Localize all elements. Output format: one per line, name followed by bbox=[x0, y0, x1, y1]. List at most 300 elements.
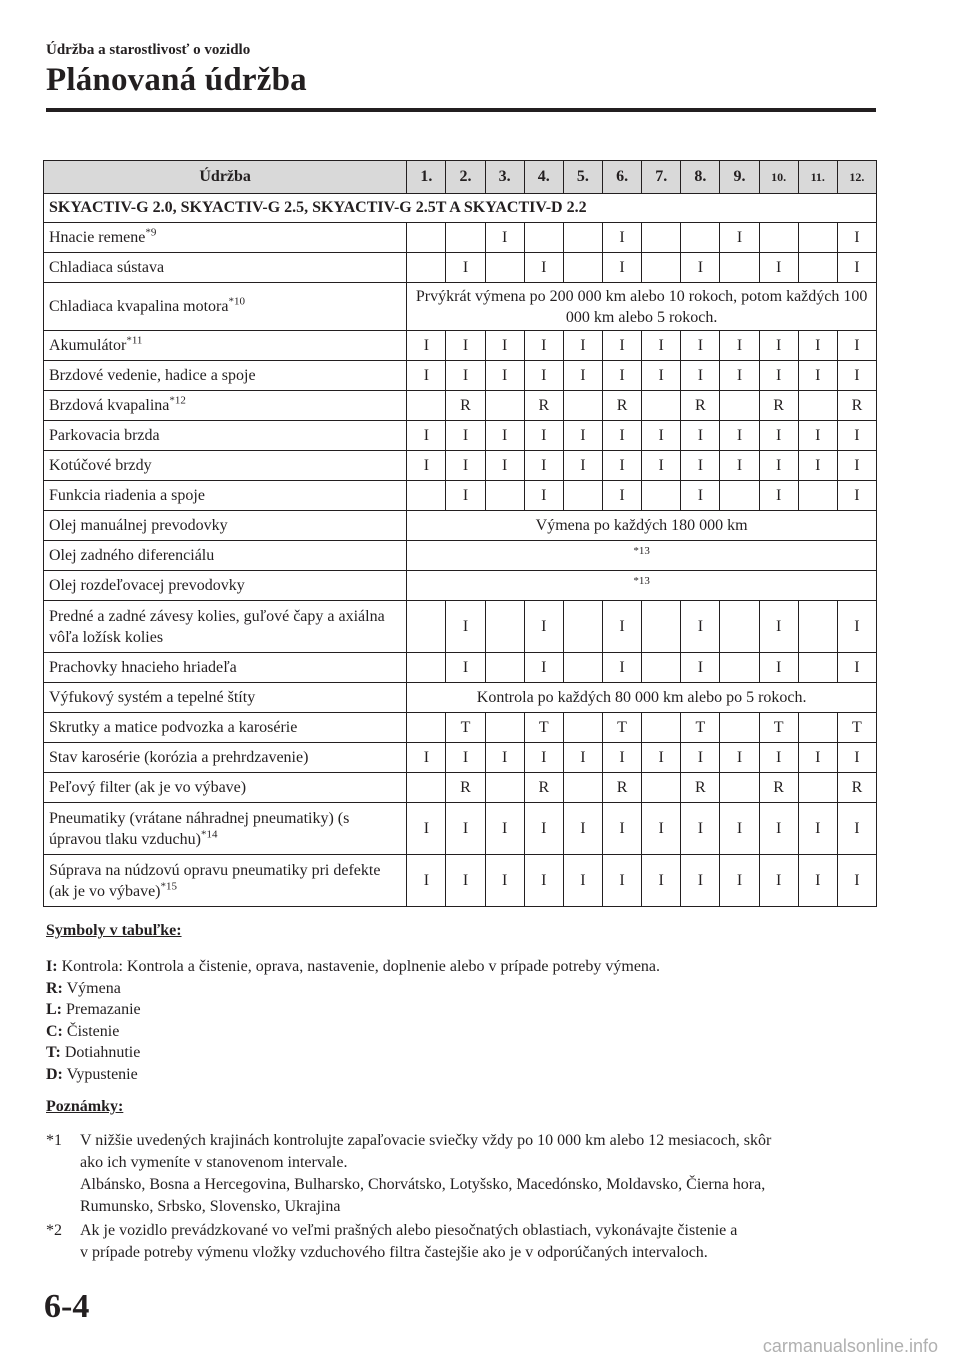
interval-cell: I bbox=[603, 421, 642, 451]
symbol-item bbox=[46, 956, 660, 978]
interval-cell: I bbox=[563, 361, 602, 391]
interval-cell bbox=[407, 481, 446, 511]
interval-cell: I bbox=[759, 481, 798, 511]
engine-group-label: SKYACTIV-G 2.0, SKYACTIV-G 2.5, SKYACTIV-G 2.5T A SKYACTIV-D 2.2 bbox=[44, 194, 877, 223]
interval-cell bbox=[642, 481, 681, 511]
interval-cell: I bbox=[563, 451, 602, 481]
interval-cell: I bbox=[759, 331, 798, 361]
symbols-heading: Symboly v tabuľke: bbox=[46, 922, 182, 939]
interval-cell: I bbox=[407, 361, 446, 391]
item-label: Stav karosérie (korózia a prehrdzavenie) bbox=[49, 749, 309, 766]
header-interval: 3. bbox=[485, 161, 524, 194]
item-label: Olej manuálnej prevodovky bbox=[49, 517, 228, 534]
table-row bbox=[44, 253, 877, 283]
title-rule bbox=[46, 108, 876, 112]
interval-cell bbox=[720, 773, 759, 803]
interval-cell: I bbox=[485, 855, 524, 907]
note-mark: *1 bbox=[46, 1132, 62, 1149]
table-row bbox=[44, 803, 877, 855]
watermark: carmanualsonline.info bbox=[762, 1336, 938, 1356]
interval-cell: I bbox=[759, 361, 798, 391]
interval-cell: I bbox=[642, 451, 681, 481]
interval-cell: I bbox=[603, 855, 642, 907]
table-row bbox=[44, 653, 877, 683]
interval-cell: I bbox=[563, 421, 602, 451]
interval-cell bbox=[642, 253, 681, 283]
table-row bbox=[44, 683, 877, 713]
interval-cell bbox=[798, 773, 837, 803]
item-name bbox=[44, 541, 407, 571]
table-row bbox=[44, 331, 877, 361]
interval-cell: I bbox=[798, 331, 837, 361]
interval-cell bbox=[563, 713, 602, 743]
interval-cell: I bbox=[524, 253, 563, 283]
interval-cell bbox=[407, 253, 446, 283]
symbol-text: Premazanie bbox=[66, 1001, 141, 1018]
interval-cell bbox=[563, 653, 602, 683]
interval-footnote-ref: *13 bbox=[407, 571, 877, 601]
interval-cell bbox=[759, 223, 798, 253]
interval-note: Výmena po každých 180 000 km bbox=[407, 511, 877, 541]
item-label: Hnacie remene bbox=[49, 229, 146, 246]
interval-cell: I bbox=[446, 361, 485, 391]
note-mark: *2 bbox=[46, 1222, 62, 1239]
item-label: Prachovky hnacieho hriadeľa bbox=[49, 659, 237, 676]
interval-cell: I bbox=[720, 855, 759, 907]
symbol-key: R: bbox=[46, 979, 63, 997]
interval-cell: I bbox=[524, 743, 563, 773]
interval-cell: I bbox=[603, 223, 642, 253]
interval-cell: T bbox=[681, 713, 720, 743]
item-label: Kotúčové brzdy bbox=[49, 457, 152, 474]
interval-cell bbox=[720, 601, 759, 653]
interval-cell: I bbox=[446, 743, 485, 773]
interval-cell: I bbox=[524, 361, 563, 391]
interval-cell: I bbox=[446, 855, 485, 907]
interval-cell: I bbox=[720, 361, 759, 391]
page-title: Plánovaná údržba bbox=[46, 62, 307, 98]
interval-cell: T bbox=[446, 713, 485, 743]
interval-cell: R bbox=[837, 391, 876, 421]
table-header-row bbox=[44, 161, 877, 194]
interval-cell: I bbox=[603, 331, 642, 361]
table-row bbox=[44, 283, 877, 331]
item-label: Súprava na núdzovú opravu pneumatiky pri defekte (ak je vo výbave) bbox=[49, 861, 381, 900]
interval-cell: T bbox=[603, 713, 642, 743]
interval-cell bbox=[720, 391, 759, 421]
table-row bbox=[44, 421, 877, 451]
interval-cell: I bbox=[837, 481, 876, 511]
interval-cell: I bbox=[485, 223, 524, 253]
header-interval: 4. bbox=[524, 161, 563, 194]
interval-cell: I bbox=[524, 451, 563, 481]
interval-cell: I bbox=[563, 803, 602, 855]
interval-cell: I bbox=[720, 451, 759, 481]
interval-cell bbox=[798, 481, 837, 511]
interval-cell: I bbox=[524, 855, 563, 907]
footnote-ref: *15 bbox=[160, 880, 178, 893]
interval-cell: I bbox=[798, 855, 837, 907]
header-interval: 6. bbox=[603, 161, 642, 194]
interval-cell: I bbox=[563, 331, 602, 361]
interval-cell bbox=[407, 773, 446, 803]
interval-cell: I bbox=[485, 451, 524, 481]
header-interval: 10. bbox=[759, 161, 798, 194]
table-row bbox=[44, 713, 877, 743]
interval-cell: I bbox=[407, 421, 446, 451]
interval-cell: I bbox=[837, 601, 876, 653]
interval-cell: I bbox=[681, 361, 720, 391]
page-number: 6-4 bbox=[44, 1288, 90, 1325]
footnote-ref: *14 bbox=[200, 828, 218, 841]
interval-cell bbox=[407, 223, 446, 253]
symbol-key: I: bbox=[46, 958, 58, 975]
interval-cell bbox=[720, 253, 759, 283]
table-row bbox=[44, 223, 877, 253]
interval-cell: R bbox=[603, 773, 642, 803]
interval-cell: I bbox=[720, 223, 759, 253]
item-name bbox=[44, 855, 407, 907]
table-row bbox=[44, 601, 877, 653]
interval-cell: I bbox=[407, 743, 446, 773]
interval-cell bbox=[407, 713, 446, 743]
interval-cell: I bbox=[837, 451, 876, 481]
interval-cell: I bbox=[524, 331, 563, 361]
interval-cell: I bbox=[681, 451, 720, 481]
interval-cell: I bbox=[837, 855, 876, 907]
interval-cell: I bbox=[603, 653, 642, 683]
interval-cell: I bbox=[798, 743, 837, 773]
item-label: Chladiaca sústava bbox=[49, 259, 165, 276]
interval-cell: I bbox=[798, 421, 837, 451]
item-name bbox=[44, 361, 407, 391]
interval-cell: I bbox=[446, 331, 485, 361]
interval-cell bbox=[485, 253, 524, 283]
interval-cell bbox=[798, 601, 837, 653]
interval-cell: I bbox=[681, 601, 720, 653]
interval-cell bbox=[642, 391, 681, 421]
interval-cell: R bbox=[603, 391, 642, 421]
item-label: Peľový filter (ak je vo výbave) bbox=[49, 779, 247, 796]
interval-cell: I bbox=[446, 481, 485, 511]
interval-cell: I bbox=[720, 421, 759, 451]
interval-cell: I bbox=[759, 253, 798, 283]
item-name bbox=[44, 601, 407, 653]
symbol-text: Výmena bbox=[66, 979, 121, 997]
interval-cell: I bbox=[446, 421, 485, 451]
item-name bbox=[44, 253, 407, 283]
interval-cell: I bbox=[837, 653, 876, 683]
item-name bbox=[44, 223, 407, 253]
interval-cell: T bbox=[524, 713, 563, 743]
interval-cell: I bbox=[524, 481, 563, 511]
item-name bbox=[44, 331, 407, 361]
note-line: Albánsko, Bosna a Hercegovina, Bulharsko, Chorvátsko, Lotyšsko, Macedónsko, Moldavsko, Čierna hora, bbox=[80, 1176, 766, 1193]
interval-cell: I bbox=[681, 653, 720, 683]
interval-cell: I bbox=[603, 451, 642, 481]
interval-cell bbox=[720, 713, 759, 743]
note-line: v prípade potreby výmenu vložky vzduchového filtra častejšie ako je v odporúčaných intervaloch. bbox=[80, 1244, 708, 1261]
item-label: Olej rozdeľovacej prevodovky bbox=[49, 577, 245, 594]
item-name bbox=[44, 481, 407, 511]
symbol-item bbox=[46, 1042, 660, 1064]
interval-cell bbox=[563, 253, 602, 283]
symbol-item bbox=[46, 1064, 660, 1086]
interval-cell: R bbox=[446, 773, 485, 803]
item-label: Akumulátor bbox=[49, 337, 127, 354]
interval-cell: I bbox=[837, 803, 876, 855]
interval-cell: I bbox=[642, 743, 681, 773]
interval-cell bbox=[720, 481, 759, 511]
item-name bbox=[44, 653, 407, 683]
interval-cell: I bbox=[524, 421, 563, 451]
interval-cell bbox=[798, 391, 837, 421]
item-name bbox=[44, 421, 407, 451]
item-name bbox=[44, 451, 407, 481]
interval-cell: I bbox=[720, 331, 759, 361]
interval-cell bbox=[798, 713, 837, 743]
interval-cell: I bbox=[720, 743, 759, 773]
interval-cell: I bbox=[603, 361, 642, 391]
interval-cell: I bbox=[798, 361, 837, 391]
interval-cell: I bbox=[603, 253, 642, 283]
section-label: Údržba a starostlivosť o vozidlo bbox=[46, 42, 251, 58]
interval-cell: I bbox=[759, 451, 798, 481]
interval-cell: I bbox=[603, 803, 642, 855]
interval-cell bbox=[563, 481, 602, 511]
item-name bbox=[44, 743, 407, 773]
interval-cell: I bbox=[485, 421, 524, 451]
interval-cell: R bbox=[681, 391, 720, 421]
interval-cell: T bbox=[837, 713, 876, 743]
interval-cell: I bbox=[524, 653, 563, 683]
interval-cell: I bbox=[603, 743, 642, 773]
interval-cell: I bbox=[681, 803, 720, 855]
symbol-key: C: bbox=[46, 1022, 63, 1040]
interval-cell bbox=[798, 223, 837, 253]
item-label: Olej zadného diferenciálu bbox=[49, 547, 215, 564]
interval-cell: I bbox=[759, 743, 798, 773]
interval-cell: I bbox=[798, 803, 837, 855]
header-interval: 11. bbox=[798, 161, 837, 194]
item-label: Skrutky a matice podvozka a karosérie bbox=[49, 719, 298, 736]
interval-cell: R bbox=[759, 391, 798, 421]
interval-cell: I bbox=[446, 803, 485, 855]
symbol-item bbox=[46, 999, 660, 1021]
interval-cell: R bbox=[524, 391, 563, 421]
interval-cell bbox=[485, 601, 524, 653]
interval-cell bbox=[798, 253, 837, 283]
interval-cell: I bbox=[524, 803, 563, 855]
symbol-text: Vypustenie bbox=[66, 1065, 138, 1083]
header-interval: 8. bbox=[681, 161, 720, 194]
header-interval: 9. bbox=[720, 161, 759, 194]
table-row bbox=[44, 451, 877, 481]
footnote-ref: *11 bbox=[126, 334, 143, 347]
note-line: Rumunsko, Srbsko, Slovensko, Ukrajina bbox=[80, 1198, 341, 1215]
symbol-text: Čistenie bbox=[66, 1022, 120, 1040]
interval-cell: I bbox=[485, 743, 524, 773]
item-label: Parkovacia brzda bbox=[49, 427, 160, 444]
interval-cell: I bbox=[681, 743, 720, 773]
interval-cell: I bbox=[837, 223, 876, 253]
item-label: Funkcia riadenia a spoje bbox=[49, 487, 205, 504]
table-row bbox=[44, 855, 877, 907]
table-row bbox=[44, 743, 877, 773]
interval-cell: T bbox=[759, 713, 798, 743]
interval-note: Prvýkrát výmena po 200 000 km alebo 10 rokoch, potom každých 100 000 km alebo 5 rokoch. bbox=[407, 283, 877, 331]
engine-group-row bbox=[44, 194, 877, 223]
item-name bbox=[44, 391, 407, 421]
interval-cell: I bbox=[798, 451, 837, 481]
item-name bbox=[44, 511, 407, 541]
interval-footnote-ref: *13 bbox=[407, 541, 877, 571]
interval-cell: I bbox=[837, 421, 876, 451]
interval-cell bbox=[407, 391, 446, 421]
note-body bbox=[80, 1130, 866, 1218]
item-label: Pneumatiky (vrátane náhradnej pneumatiky) (s úpravou tlaku vzduchu) bbox=[49, 809, 350, 848]
symbol-key: T: bbox=[46, 1044, 61, 1061]
symbols-list bbox=[46, 956, 660, 1085]
interval-cell: I bbox=[642, 855, 681, 907]
interval-cell: I bbox=[642, 331, 681, 361]
item-label: Predné a zadné závesy kolies, guľové čapy a axiálna vôľa ložísk kolies bbox=[49, 607, 385, 646]
item-name bbox=[44, 283, 407, 331]
interval-cell: R bbox=[759, 773, 798, 803]
header-maintenance: Údržba bbox=[44, 161, 407, 194]
interval-cell bbox=[681, 223, 720, 253]
note-line: Ak je vozidlo prevádzkované vo veľmi prašných alebo piesočnatých oblastiach, vykonávajte čistenie a bbox=[80, 1222, 738, 1239]
header-interval: 7. bbox=[642, 161, 681, 194]
header-interval: 1. bbox=[407, 161, 446, 194]
interval-cell: I bbox=[681, 481, 720, 511]
interval-cell bbox=[642, 713, 681, 743]
interval-cell: I bbox=[563, 855, 602, 907]
interval-cell bbox=[407, 653, 446, 683]
interval-cell: I bbox=[720, 803, 759, 855]
interval-cell: I bbox=[446, 653, 485, 683]
interval-cell: I bbox=[837, 331, 876, 361]
interval-cell: I bbox=[837, 361, 876, 391]
header-interval: 2. bbox=[446, 161, 485, 194]
interval-cell: I bbox=[681, 331, 720, 361]
interval-note: Kontrola po každých 80 000 km alebo po 5 rokoch. bbox=[407, 683, 877, 713]
interval-cell: I bbox=[446, 451, 485, 481]
symbol-item bbox=[46, 978, 660, 1000]
interval-cell: I bbox=[642, 803, 681, 855]
interval-cell: I bbox=[642, 421, 681, 451]
item-label: Brzdová kvapalina bbox=[49, 397, 170, 414]
interval-cell: I bbox=[759, 601, 798, 653]
interval-cell: I bbox=[446, 253, 485, 283]
interval-cell: I bbox=[407, 803, 446, 855]
interval-cell bbox=[563, 601, 602, 653]
interval-cell: I bbox=[603, 481, 642, 511]
item-label: Brzdové vedenie, hadice a spoje bbox=[49, 367, 256, 384]
interval-cell: R bbox=[681, 773, 720, 803]
interval-cell: I bbox=[837, 743, 876, 773]
item-label: Chladiaca kvapalina motora bbox=[49, 298, 229, 315]
interval-cell: I bbox=[759, 653, 798, 683]
footnote-ref: *10 bbox=[228, 295, 245, 308]
table-row bbox=[44, 511, 877, 541]
table-row bbox=[44, 481, 877, 511]
header-interval: 5. bbox=[563, 161, 602, 194]
interval-cell bbox=[485, 653, 524, 683]
item-name bbox=[44, 683, 407, 713]
interval-cell bbox=[798, 653, 837, 683]
interval-cell: I bbox=[446, 601, 485, 653]
interval-cell bbox=[485, 481, 524, 511]
note-line: V nižšie uvedených krajinách kontrolujte zapaľovacie sviečky vždy po 10 000 km alebo 12 mesiacoch, skôr bbox=[80, 1132, 772, 1149]
interval-cell bbox=[563, 223, 602, 253]
interval-cell: I bbox=[485, 803, 524, 855]
interval-cell: I bbox=[759, 421, 798, 451]
note-item bbox=[46, 1220, 866, 1264]
interval-cell: I bbox=[563, 743, 602, 773]
notes-heading: Poznámky: bbox=[46, 1098, 124, 1115]
interval-cell bbox=[720, 653, 759, 683]
note-line: ako ich vymeníte v stanovenom intervale. bbox=[80, 1154, 348, 1171]
item-name bbox=[44, 803, 407, 855]
interval-cell bbox=[485, 713, 524, 743]
symbol-key: L: bbox=[46, 1001, 62, 1018]
interval-cell: I bbox=[681, 253, 720, 283]
footnote-ref: *12 bbox=[169, 394, 186, 407]
interval-cell: I bbox=[837, 253, 876, 283]
interval-cell: I bbox=[407, 855, 446, 907]
interval-cell bbox=[485, 391, 524, 421]
interval-cell bbox=[642, 223, 681, 253]
note-item bbox=[46, 1130, 866, 1218]
note-body bbox=[80, 1220, 866, 1264]
interval-cell: R bbox=[524, 773, 563, 803]
interval-cell: I bbox=[524, 601, 563, 653]
item-name bbox=[44, 571, 407, 601]
interval-cell: I bbox=[485, 331, 524, 361]
footnote-ref: *9 bbox=[145, 226, 157, 239]
interval-cell: I bbox=[407, 331, 446, 361]
symbol-key: D: bbox=[46, 1065, 63, 1083]
interval-cell bbox=[563, 391, 602, 421]
interval-cell bbox=[524, 223, 563, 253]
symbol-item bbox=[46, 1021, 660, 1043]
interval-cell: R bbox=[837, 773, 876, 803]
table-row bbox=[44, 541, 877, 571]
interval-cell: I bbox=[681, 421, 720, 451]
item-name bbox=[44, 713, 407, 743]
interval-cell bbox=[485, 773, 524, 803]
item-name bbox=[44, 773, 407, 803]
interval-cell bbox=[563, 773, 602, 803]
interval-cell bbox=[642, 601, 681, 653]
symbol-text: Kontrola: Kontrola a čistenie, oprava, nastavenie, doplnenie alebo v prípade potreby výmena. bbox=[61, 958, 661, 975]
interval-cell bbox=[446, 223, 485, 253]
table-row bbox=[44, 571, 877, 601]
table-row bbox=[44, 773, 877, 803]
interval-cell: I bbox=[485, 361, 524, 391]
item-label: Výfukový systém a tepelné štíty bbox=[49, 689, 256, 706]
interval-cell: I bbox=[407, 451, 446, 481]
interval-cell: I bbox=[603, 601, 642, 653]
interval-cell bbox=[642, 653, 681, 683]
table-row bbox=[44, 361, 877, 391]
maintenance-table bbox=[43, 160, 877, 907]
interval-cell: I bbox=[642, 361, 681, 391]
table-row bbox=[44, 391, 877, 421]
interval-cell: I bbox=[759, 855, 798, 907]
interval-cell: R bbox=[446, 391, 485, 421]
